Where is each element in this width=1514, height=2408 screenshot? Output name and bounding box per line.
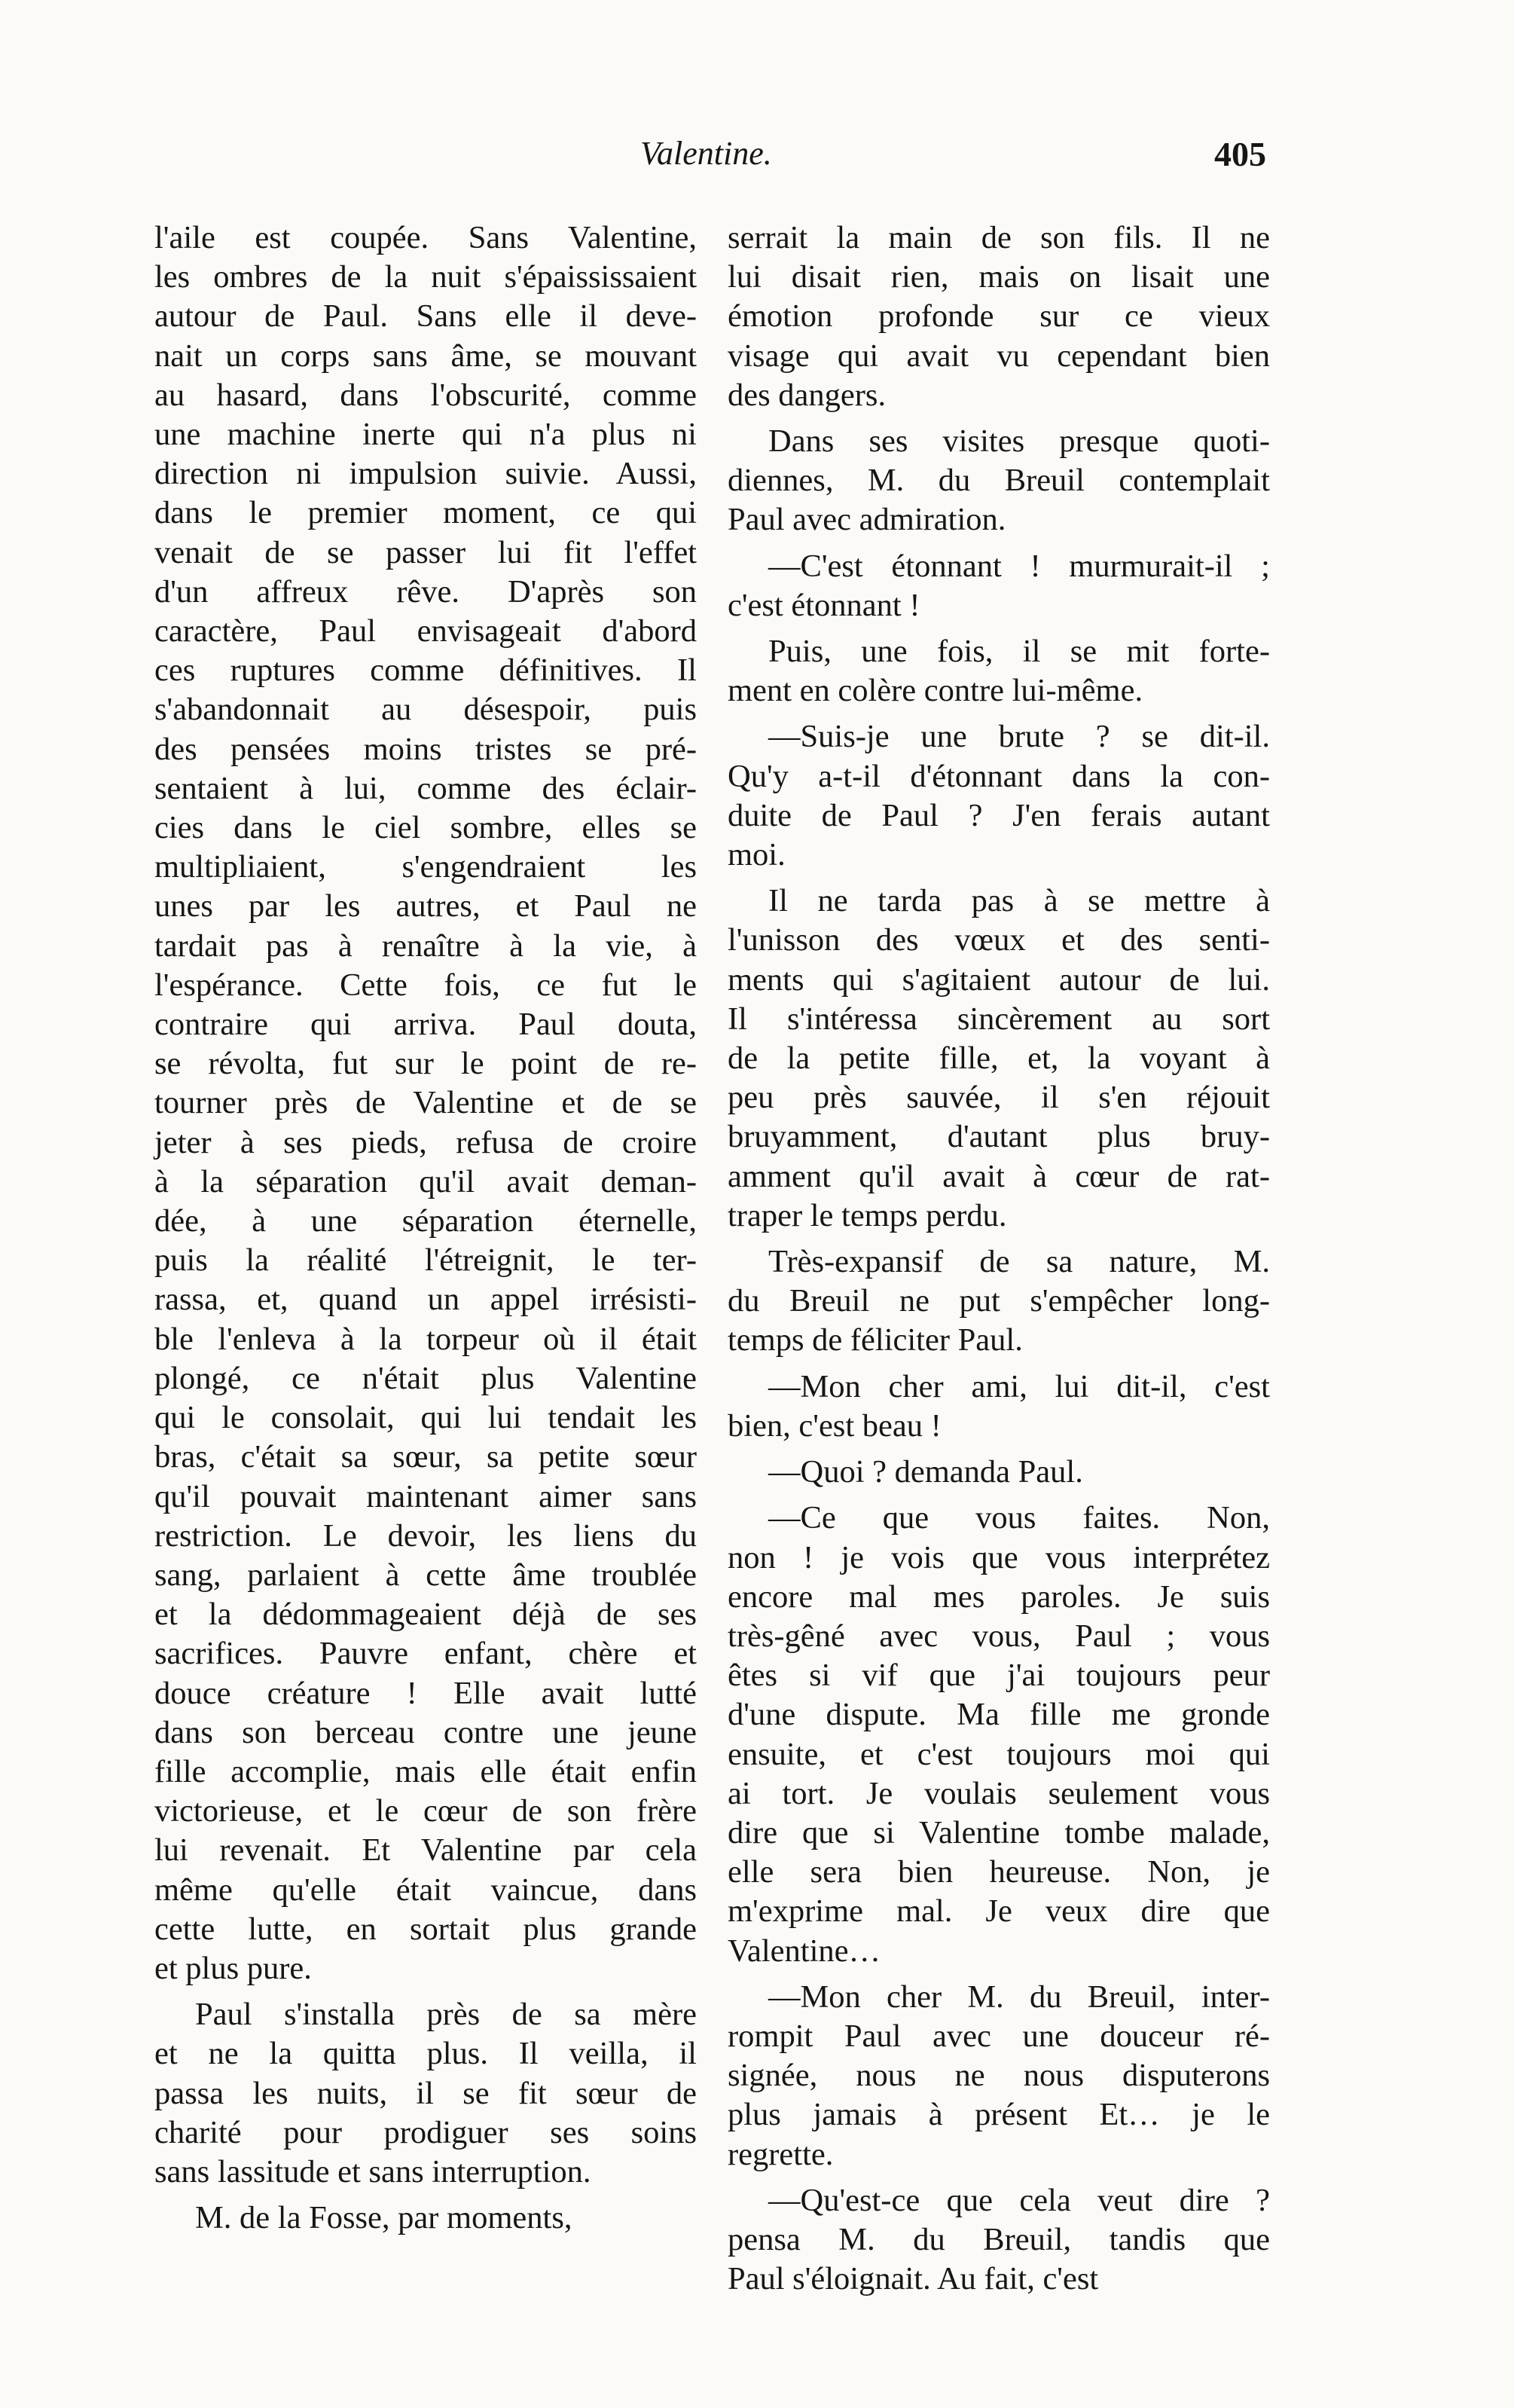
page-header: [0, 134, 1514, 187]
text-line: du Breuil ne put s'empêcher long-: [728, 1283, 1270, 1319]
text-line: —Mon cher M. du Breuil, inter-: [768, 1979, 1270, 2015]
text-line: et plus pure.: [154, 1950, 312, 1986]
text-line: d'une dispute. Ma fille me gronde: [728, 1697, 1270, 1733]
text-line: qui le consolait, qui lui tendait les: [154, 1400, 697, 1436]
text-line: d'un affreux rêve. D'après son: [154, 573, 697, 610]
paragraph: [728, 2181, 1270, 2300]
paragraph: [728, 1499, 1270, 1970]
text-line: ments qui s'agitaient autour de lui.: [728, 961, 1270, 998]
text-column-left: [154, 218, 697, 2245]
text-line: venait de se passer lui fit l'effet: [154, 534, 697, 570]
text-line: de la petite fille, et, la voyant à: [728, 1041, 1270, 1077]
paragraph: [154, 1995, 697, 2192]
text-line: des pensées moins tristes se pré-: [154, 731, 697, 767]
text-line: —C'est étonnant ! murmurait-il ;: [768, 548, 1270, 584]
text-line: sacrifices. Pauvre enfant, chère et: [154, 1636, 697, 1672]
paragraph: [728, 547, 1270, 625]
text-line: amment qu'il avait à cœur de rat-: [728, 1158, 1270, 1194]
text-line: Paul s'éloignait. Au fait, c'est: [728, 2261, 1099, 2297]
text-line: même qu'elle était vaincue, dans: [154, 1872, 697, 1908]
text-line: se révolta, fut sur le point de re-: [154, 1046, 697, 1082]
text-line: temps de féliciter Paul.: [728, 1322, 1023, 1358]
text-line: dans le premier moment, ce qui: [154, 495, 697, 531]
text-line: ai tort. Je voulais seulement vous: [728, 1775, 1270, 1811]
text-line: cies dans le ciel sombre, elles se: [154, 810, 697, 846]
text-line: caractère, Paul envisageait d'abord: [154, 613, 697, 649]
text-line: Paul s'installa près de sa mère: [195, 1997, 697, 2033]
paragraph: [728, 1242, 1270, 1361]
text-line: victorieuse, et le cœur de son frère: [154, 1793, 697, 1829]
text-line: Valentine…: [728, 1933, 881, 1969]
text-line: unes par les autres, et Paul ne: [154, 888, 697, 924]
text-line: tourner près de Valentine et de se: [154, 1085, 697, 1121]
page-number: 405: [1214, 135, 1266, 173]
text-line: contraire qui arriva. Paul douta,: [154, 1007, 697, 1043]
text-line: pensa M. du Breuil, tandis que: [728, 2221, 1270, 2257]
text-line: dée, à une séparation éternelle,: [154, 1203, 697, 1239]
text-line: bruyamment, d'autant plus bruy-: [728, 1119, 1270, 1155]
text-line: encore mal mes paroles. Je suis: [728, 1578, 1270, 1615]
text-line: Dans ses visites presque quoti-: [768, 423, 1270, 460]
text-line: passa les nuits, il se fit sœur de: [154, 2075, 697, 2111]
text-line: lui revenait. Et Valentine par cela: [154, 1832, 697, 1869]
text-line: Il s'intéressa sincèrement au sort: [728, 1001, 1270, 1037]
text-line: Puis, une fois, il se mit forte-: [768, 634, 1270, 670]
text-line: plus jamais à présent Et… je le: [728, 2097, 1270, 2133]
text-line: charité pour prodiguer ses soins: [154, 2114, 697, 2150]
paragraph: [728, 882, 1270, 1236]
text-line: qu'il pouvait maintenant aimer sans: [154, 1478, 697, 1514]
text-line: sentaient à lui, comme des éclair-: [154, 770, 697, 806]
text-line: les ombres de la nuit s'épaississaient: [154, 259, 697, 295]
text-line: cette lutte, en sortait plus grande: [154, 1911, 697, 1947]
text-line: serrait la main de son fils. Il ne: [728, 220, 1270, 255]
text-line: moi.: [728, 837, 786, 873]
text-line: puis la réalité l'étreignit, le ter-: [154, 1242, 697, 1279]
text-line: —Suis-je une brute ? se dit-il.: [768, 719, 1270, 755]
text-line: l'aile est coupée. Sans Valentine,: [154, 220, 697, 255]
paragraph: [728, 218, 1270, 415]
text-line: sans lassitude et sans interruption.: [154, 2153, 591, 2190]
text-line: émotion profonde sur ce vieux: [728, 298, 1270, 335]
text-line: —Mon cher ami, lui dit-il, c'est: [768, 1368, 1270, 1404]
text-line: c'est étonnant !: [728, 587, 920, 623]
text-line: tardait pas à renaître à la vie, à: [154, 927, 697, 964]
text-line: et ne la quitta plus. Il veilla, il: [154, 2036, 697, 2072]
running-title: Valentine.: [640, 135, 772, 172]
text-line: très-gêné avec vous, Paul ; vous: [728, 1618, 1270, 1654]
text-line: bras, c'était sa sœur, sa petite sœur: [154, 1439, 697, 1475]
text-line: s'abandonnait au désespoir, puis: [154, 692, 697, 728]
text-line: rassa, et, quand un appel irrésisti-: [154, 1282, 697, 1318]
paragraph: [154, 2199, 697, 2238]
text-line: —Quoi ? demanda Paul.: [768, 1454, 1083, 1490]
text-line: dire que si Valentine tombe malade,: [728, 1814, 1270, 1850]
text-line: restriction. Le devoir, les liens du: [154, 1517, 697, 1554]
text-line: êtes si vif que j'ai toujours peur: [728, 1658, 1270, 1694]
text-line: Très-expansif de sa nature, M.: [768, 1244, 1270, 1280]
text-line: autour de Paul. Sans elle il deve-: [154, 298, 697, 335]
text-line: Il ne tarda pas à se mettre à: [768, 883, 1270, 919]
text-line: des dangers.: [728, 377, 887, 413]
paragraph: [728, 422, 1270, 540]
text-line: à la séparation qu'il avait deman-: [154, 1163, 697, 1199]
text-line: traper le temps perdu.: [728, 1197, 1007, 1233]
text-line: —Qu'est-ce que cela veut dire ?: [768, 2182, 1270, 2218]
text-line: non ! je vois que vous interprétez: [728, 1539, 1270, 1575]
text-line: ces ruptures comme définitives. Il: [154, 652, 697, 689]
text-line: nait un corps sans âme, se mouvant: [154, 338, 697, 374]
text-line: ment en colère contre lui-même.: [728, 673, 1143, 709]
paragraph: [728, 717, 1270, 875]
text-line: regrette.: [728, 2136, 834, 2172]
text-line: peu près sauvée, il s'en réjouit: [728, 1080, 1270, 1116]
text-line: Qu'y a-t-il d'étonnant dans la con-: [728, 758, 1270, 794]
text-line: Paul avec admiration.: [728, 502, 1006, 538]
text-line: plongé, ce n'était plus Valentine: [154, 1360, 697, 1396]
text-line: sang, parlaient à cette âme troublée: [154, 1557, 697, 1593]
text-line: une machine inerte qui n'a plus ni: [154, 417, 697, 453]
text-column-right: [728, 218, 1270, 2306]
paragraph: [728, 1453, 1270, 1492]
paragraph: [728, 1978, 1270, 2174]
text-line: M. de la Fosse, par moments,: [195, 2200, 572, 2236]
text-line: l'unisson des vœux et des senti-: [728, 922, 1270, 958]
text-line: fille accomplie, mais elle était enfin: [154, 1753, 697, 1789]
text-line: ble l'enleva à la torpeur où il était: [154, 1321, 697, 1357]
text-line: l'espérance. Cette fois, ce fut le: [154, 967, 697, 1003]
text-line: direction ni impulsion suivie. Aussi,: [154, 456, 697, 492]
text-line: et la dédommageaient déjà de ses: [154, 1597, 697, 1633]
paragraph: [728, 1367, 1270, 1446]
text-line: douce créature ! Elle avait lutté: [154, 1675, 697, 1711]
text-line: diennes, M. du Breuil contemplait: [728, 463, 1270, 499]
text-line: elle sera bien heureuse. Non, je: [728, 1854, 1270, 1890]
text-line: ensuite, et c'est toujours moi qui: [728, 1736, 1270, 1772]
text-line: lui disait rien, mais on lisait une: [728, 259, 1270, 295]
text-line: bien, c'est beau !: [728, 1407, 942, 1444]
text-line: rompit Paul avec une douceur ré-: [728, 2018, 1270, 2054]
text-line: dans son berceau contre une jeune: [154, 1714, 697, 1750]
paragraph: [154, 218, 697, 1988]
text-line: m'exprime mal. Je veux dire que: [728, 1893, 1270, 1930]
paragraph: [728, 632, 1270, 710]
text-line: multipliaient, s'engendraient les: [154, 849, 697, 885]
text-line: duite de Paul ? J'en ferais autant: [728, 797, 1270, 833]
text-line: jeter à ses pieds, refusa de croire: [154, 1124, 697, 1160]
text-line: signée, nous ne nous disputerons: [728, 2058, 1270, 2094]
text-line: au hasard, dans l'obscurité, comme: [154, 377, 697, 413]
text-line: visage qui avait vu cependant bien: [728, 338, 1270, 374]
text-line: —Ce que vous faites. Non,: [768, 1500, 1270, 1536]
